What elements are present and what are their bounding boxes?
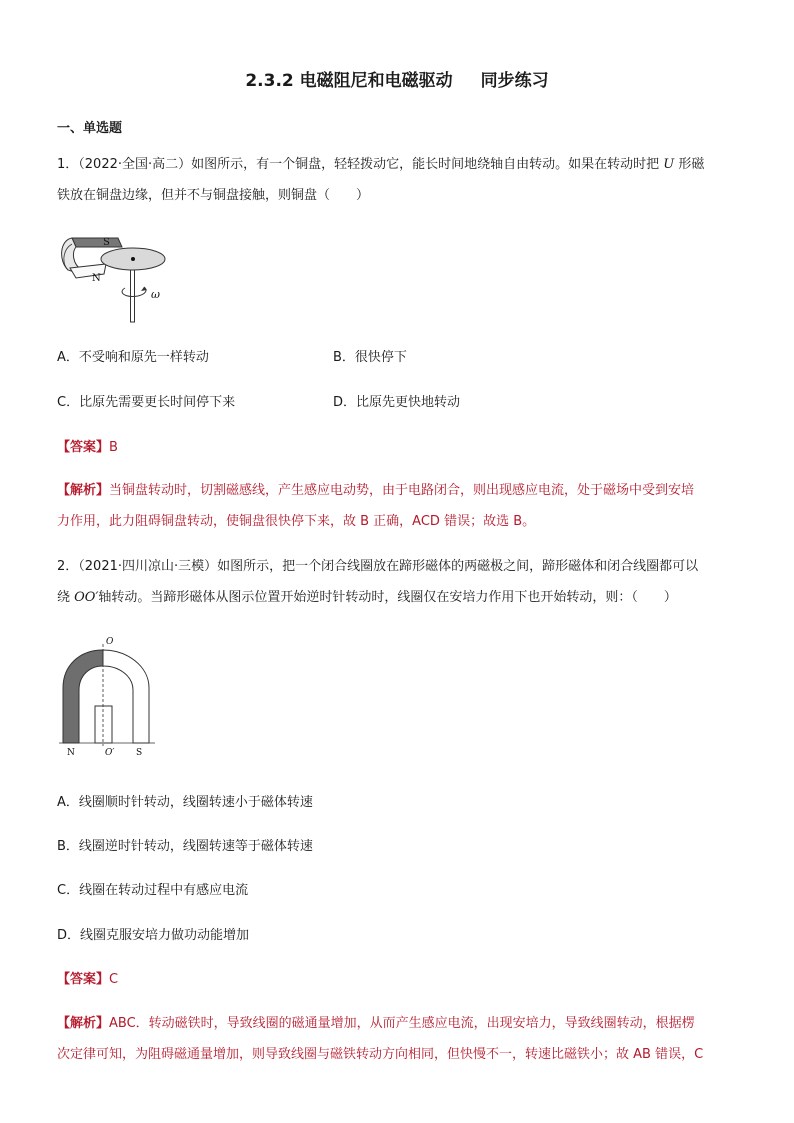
- q2-analysis-line1: [57, 1014, 695, 1034]
- q1-figure-copper-disc: [58, 230, 173, 325]
- q1-stem-line1: [57, 155, 704, 175]
- q1-answer: [57, 438, 118, 458]
- q1-stem-line2: 铁放在铜盘边缘，但并不与铜盘接触，则铜盘（ ）: [57, 188, 370, 203]
- q1-stem-text-end: 形磁: [674, 157, 705, 172]
- q1-answer-tag: 【答案】: [57, 440, 110, 455]
- q2-answer-tag: 【答案】: [57, 972, 110, 987]
- q1-analysis-text1: 当铜盘转动时，切割磁感线，产生感应电动势，由于电路闭合，则出现感应电流，处于磁场中受到安培: [109, 483, 695, 498]
- q2-analysis-line2: 次定律可知，为阻碍磁通量增加，则导致线圈与磁铁转动方向相同，但快慢不一，转速比磁铁小；故 AB 错误，C: [57, 1047, 704, 1062]
- q1-analysis-line2: 力作用，此力阻碍铜盘转动，使铜盘很快停下来，故 B 正确，ACD 错误；故选 B。: [57, 514, 536, 529]
- q2-answer-value: C: [109, 972, 119, 987]
- q2-fig-n-label: N: [67, 748, 75, 758]
- q2-analysis-tag: 【解析】: [57, 1016, 110, 1031]
- q2-stem-line1: 2．（2021·四川凉山·三模）如图所示，把一个闭合线圈放在蹄形磁体的两磁极之间，蹄形磁体和闭合线圈都可以: [57, 559, 699, 574]
- q2-answer: [57, 970, 118, 990]
- q1-fig-s-label: S: [103, 237, 110, 248]
- q2-fig-o-label: O: [106, 637, 114, 647]
- q1-option-a[interactable]: A．不受响和原先一样转动: [57, 350, 209, 365]
- q2-stem-text-end: 轴转动。当蹄形磁体从图示位置开始逆时针转动时，线圈仅在安培力作用下也开始转动，则：（ ）: [98, 590, 677, 605]
- q2-option-b[interactable]: B．线圈逆时针转动，线圈转速等于磁体转速: [57, 839, 313, 854]
- q2-stem-var: OO′: [74, 590, 99, 605]
- q1-stem-var: U: [663, 157, 675, 172]
- q2-fig-s-label: S: [136, 748, 143, 758]
- q2-fig-oprime-label: O′: [105, 748, 115, 758]
- q2-option-d[interactable]: D．线圈克服安培力做功动能增加: [57, 928, 250, 943]
- q2-option-a[interactable]: A．线圈顺时针转动，线圈转速小于磁体转速: [57, 795, 313, 810]
- q2-figure-horseshoe-magnet: [55, 630, 165, 760]
- q2-stem-text: 绕: [57, 590, 75, 605]
- q1-option-d[interactable]: D．比原先更快地转动: [333, 395, 461, 410]
- page-title: [0, 66, 794, 91]
- q1-stem-text: 1．（2022·全国·高二）如图所示，有一个铜盘，轻轻拨动它，能长时间地绕轴自由转动。如果在转动时把: [57, 157, 664, 172]
- q1-answer-value: B: [109, 440, 118, 455]
- title-main: 2.3.2 电磁阻尼和电磁驱动: [245, 71, 453, 91]
- q2-option-c[interactable]: C．线圈在转动过程中有感应电流: [57, 883, 249, 898]
- title-sub: 同步练习: [480, 71, 549, 91]
- q1-analysis-tag: 【解析】: [57, 483, 110, 498]
- q2-stem-line2: [57, 588, 677, 608]
- q1-option-b[interactable]: B．很快停下: [333, 350, 407, 365]
- q1-option-c[interactable]: C．比原先需要更长时间停下来: [57, 395, 236, 410]
- q1-analysis-line1: [57, 481, 694, 501]
- q1-fig-omega-label: ω: [151, 288, 160, 301]
- section-heading: 一、单选题: [57, 121, 123, 136]
- q1-fig-n-label: N: [92, 273, 101, 284]
- q2-analysis-text1: ABC．转动磁铁时，导致线圈的磁通量增加，从而产生感应电流，出现安培力，导致线圈转动，根据楞: [109, 1016, 695, 1031]
